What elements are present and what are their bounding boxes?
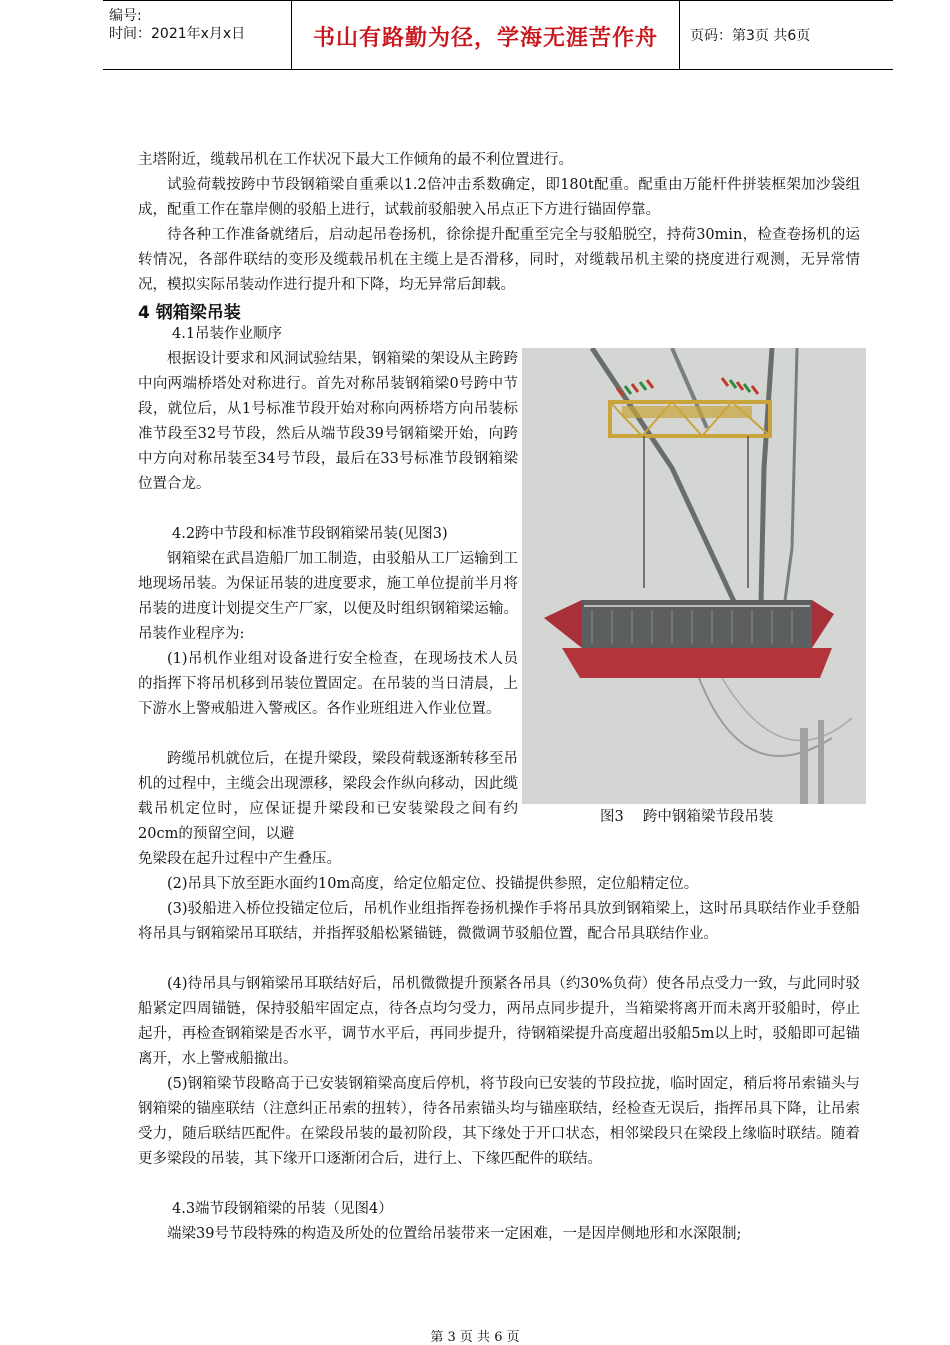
list-item-4: (4)待吊具与钢箱梁吊耳联结好后，吊机微微提升预紧各吊具（约30%负荷）使各吊点受力一致，与此同时驳船紧定四周锚链，保持驳船牢固定点，待各点均匀受力，两吊点同步提升，当箱梁将离开而未离开驳船时，停止起升，再检查钢箱梁是否水平，调节水平后，再同步提升，待钢箱梁提升高度超出驳船5m以上时，驳船即可起锚离开，水上警戒船撤出。 (138, 976, 860, 1067)
paragraph-continuation: 主塔附近，缆载吊机在工作状况下最大工作倾角的最不利位置进行。 (138, 152, 573, 168)
list-item-1-end: 免梁段在起升过程中产生叠压。 (138, 851, 341, 867)
list-item-1: (1)吊机作业组对设备进行安全检查，在现场技术人员的指挥下将吊机移到吊装位置固定。在吊装的当日清晨，上下游水上警戒船进入警戒区。各作业班组进入作业位置。 (138, 651, 518, 717)
page-header (103, 0, 893, 70)
list-item-5: (5)钢箱梁节段略高于已安装钢箱梁高度后停机，将节段向已安装的节段拉拢，临时固定，稍后将吊索锚头与钢箱梁的锚座联结（注意纠正吊索的扭转），待各吊索锚头均与锚座联结，经检查无误后，指挥吊具下降，让吊索受力，随后联结匹配件。在梁段吊装的最初阶段，其下缘处于开口状态，相邻梁段只在梁段上缘临时联结。随着更多梁段的吊装，其下缘开口逐渐闭合后，进行上、下缘匹配件的联结。 (138, 1076, 860, 1167)
girder-lifting-illustration (522, 348, 866, 804)
paragraph-test-load: 试验荷载按跨中节段钢箱梁自重乘以1.2倍冲击系数确定，即180t配重。配重由万能杆件拼装框架加沙袋组成，配重工作在靠岸侧的驳船上进行，试载前驳船驶入吊点正下方进行锚固停靠。 (138, 177, 860, 218)
list-item-3: (3)驳船进入桥位投锚定位后，吊机作业组指挥卷扬机操作手将吊具放到钢箱梁上，这时吊具联结作业手登船将吊具与钢箱梁吊耳联结，并指挥驳船松紧锚链，微微调节驳船位置，配合吊具联结作业。 (138, 901, 860, 942)
page-footer: 第 3 页 共 6 页 (430, 1330, 520, 1345)
list-item-1-continued: 跨缆吊机就位后，在提升梁段，梁段荷载逐渐转移至吊机的过程中，主缆会出现漂移，梁段会作纵向移动，因此缆载吊机定位时，应保证提升梁段和已安装梁段之间有约20cm的预留空间，以避 (138, 751, 518, 842)
document-time-label: 时间：2021年x月x日 (109, 26, 246, 42)
paragraph-end-segment: 端梁39号节段特殊的构造及所处的位置给吊装带来一定困难，一是因岸侧地形和水深限制; (167, 1226, 742, 1242)
subsection-heading-4-1: 4.1吊装作业顺序 (172, 326, 283, 342)
figure-caption: 图3 跨中钢箱梁节段吊装 (600, 809, 774, 825)
header-page-cell (680, 1, 893, 69)
section-heading-4: 4 钢箱梁吊装 (138, 303, 241, 323)
header-motto-cell (292, 1, 680, 69)
subsection-heading-4-2: 4.2跨中节段和标准节段钢箱梁吊装(见图3) (172, 526, 448, 542)
document-number-label: 编号: (109, 8, 142, 24)
subsection-heading-4-3: 4.3端节段钢箱梁的吊装（见图4） (172, 1201, 393, 1217)
header-meta (103, 1, 292, 69)
header-motto: 书山有路勤为径，学海无涯苦作舟 (312, 26, 658, 51)
bridge-girder-photo (522, 348, 866, 804)
header-page-number: 页码：第3页 共6页 (690, 28, 811, 44)
paragraph-lifting-order: 根据设计要求和风洞试验结果，钢箱梁的架设从主跨跨中向两端桥塔处对称进行。首先对称吊装钢箱梁0号跨中节段，就位后，从1号标准节段开始对称向两桥塔方向吊装标准节段至32号节段，然后从端节段39号钢箱梁开始，向跨中方向对称吊装至34号节段，最后在33号标准节段钢箱梁位置合龙。 (138, 351, 518, 492)
paragraph-fabrication: 钢箱梁在武昌造船厂加工制造，由驳船从工厂运输到工地现场吊装。为保证吊装的进度要求，施工单位提前半月将吊装的进度计划提交生产厂家，以便及时组织钢箱梁运输。吊装作业程序为: (138, 551, 518, 642)
paragraph-test-procedure: 待各种工作准备就绪后，启动起吊卷扬机，徐徐提升配重至完全与驳船脱空，持荷30min，检查卷扬机的运转情况，各部件联结的变形及缆载吊机在主缆上是否滑移，同时，对缆载吊机主梁的挠度进行观测，无异常情况，模拟实际吊装动作进行提升和下降，均无异常后卸载。 (138, 227, 860, 293)
list-item-2: (2)吊具下放至距水面约10m高度，给定位船定位、投锚提供参照，定位船精定位。 (167, 876, 699, 892)
